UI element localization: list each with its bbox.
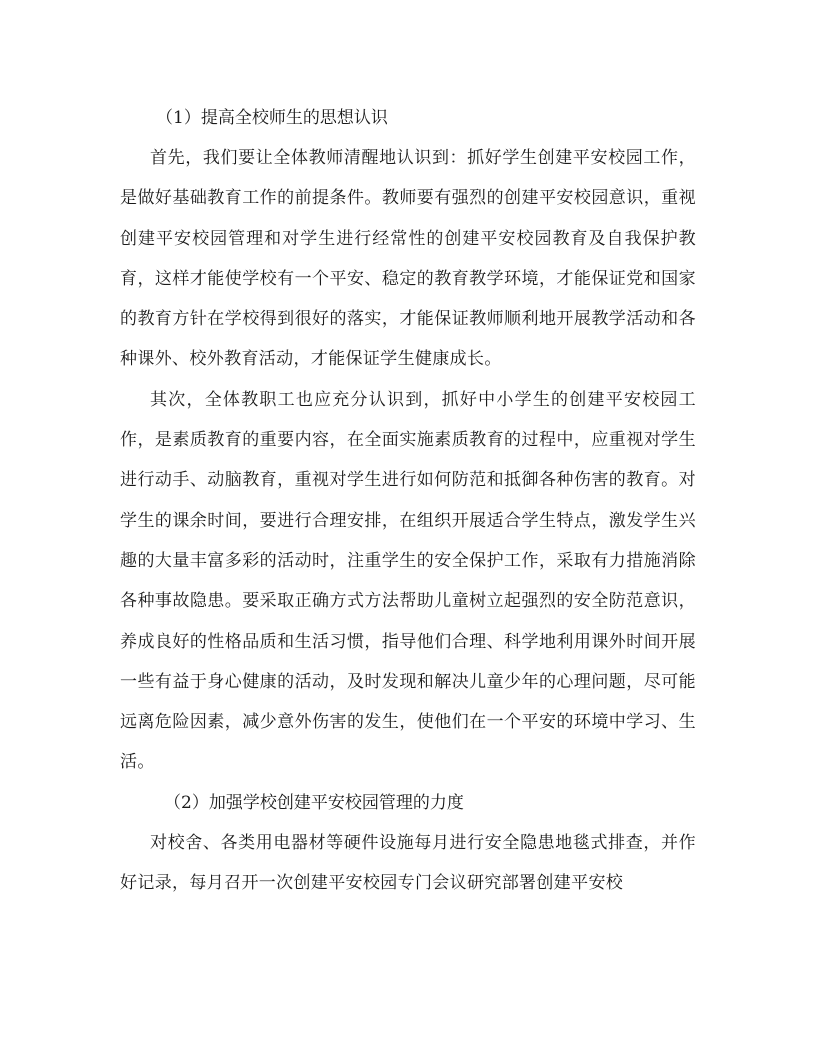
section-heading-1: （1）提高全校师生的思想认识 xyxy=(156,108,388,128)
paragraph-3: 对校舍、各类用电器材等硬件设施每月进行安全隐患地毯式排查，并作好记录，每月召开一次创建平安校园专门会议研究部署创建平安校 xyxy=(120,832,696,894)
document-body xyxy=(120,98,696,903)
paragraph-2: 其次，全体教职工也应充分认识到，抓好中小学生的创建平安校园工作，是素质教育的重要内容，在全面实施素质教育的过程中，应重视对学生进行动手、动脑教育，重视对学生进行如何防范和抵御各种伤害的教育。对学生的课余时间，要进行合理安排，在组织开展适合学生特点，激发学生兴趣的大量丰富多彩的活动时，注重学生的安全保护工作，采取有力措施消除各种事故隐患。要采取正确方式方法帮助儿童树立起强烈的安全防范意识，养成良好的性格品质和生活习惯，指导他们合理、科学地利用课外时间开展一些有益于身心健康的活动，及时发现和解决儿童少年的心理问题，尽可能远离危险因素，减少意外伤害的发生，使他们在一个平安的环境中学习、生活。 xyxy=(120,389,696,773)
paragraph-1: 首先，我们要让全体教师清醒地认识到：抓好学生创建平安校园工作，是做好基础教育工作的前提条件。教师要有强烈的创建平安校园意识，重视创建平安校园管理和对学生进行经常性的创建平安校园教育及自我保护教育，这样才能使学校有一个平安、稳定的教育教学环境，才能保证党和国家的教育方针在学校得到很好的落实，才能保证教师顺利地开展教学活动和各种课外、校外教育活动，才能保证学生健康成长。 xyxy=(120,148,696,370)
section-heading-2: （2）加强学校创建平安校园管理的力度 xyxy=(164,792,464,813)
